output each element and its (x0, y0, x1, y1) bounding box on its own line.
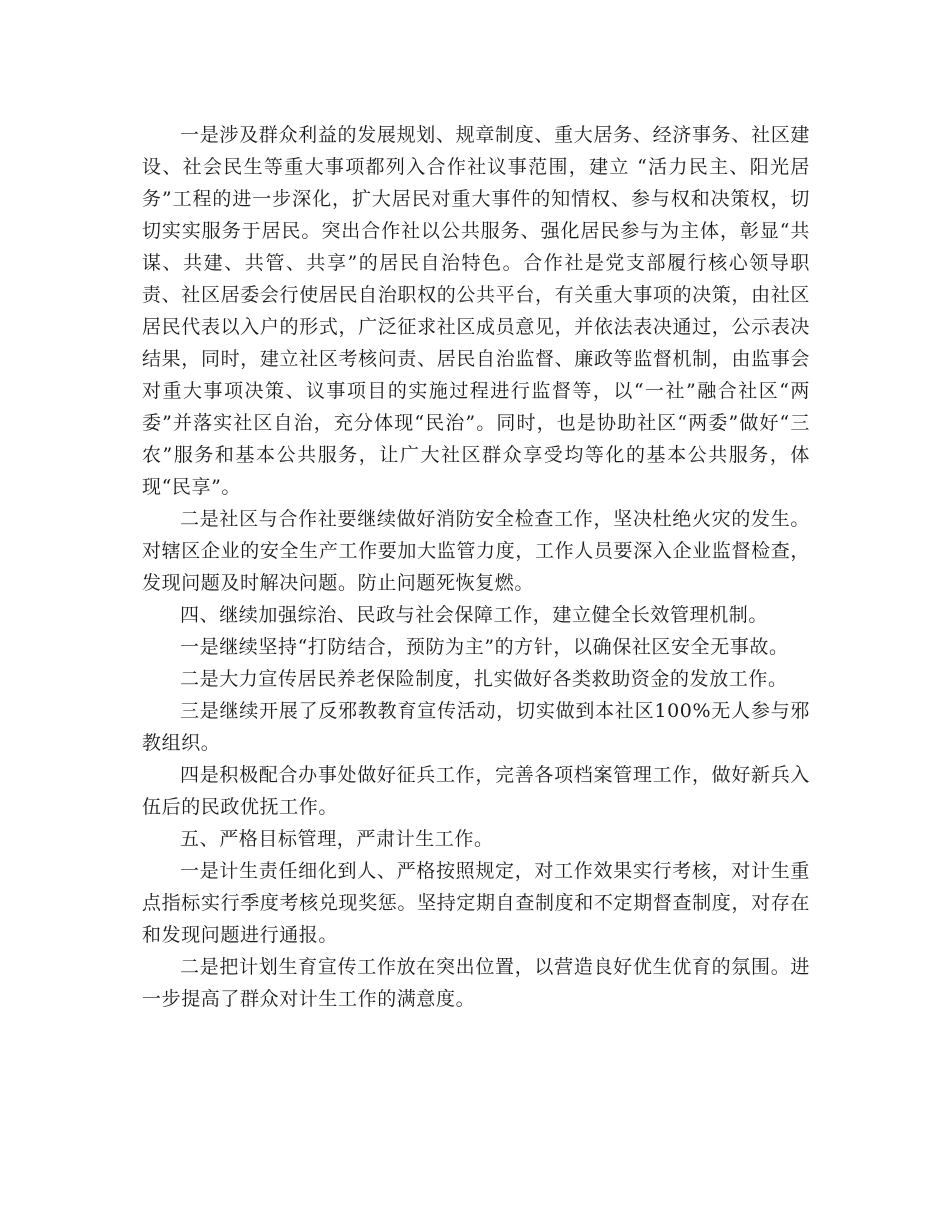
paragraph-7: 一是计生责任细化到人、严格按照规定，对工作效果实行考核，对计生重点指标实行季度考核兑现奖惩。坚持定期自查制度和不定期督查制度，对存在和发现问题进行通报。 (142, 860, 810, 946)
paragraph-4: 二是大力宣传居民养老保险制度，扎实做好各类救助资金的发放工作。 (180, 668, 788, 690)
paragraph-6: 四是积极配合办事处做好征兵工作，完善各项档案管理工作，做好新兵入伍后的民政优抚工作。 (142, 764, 810, 818)
paragraph-8: 二是把计划生育宣传工作放在突出位置，以营造良好优生优育的氛围。进一步提高了群众对计生工作的满意度。 (142, 956, 810, 1010)
paragraph-2: 二是社区与合作社要继续做好消防安全检查工作，坚决杜绝火灾的发生。对辖区企业的安全生产工作要加大监管力度，工作人员要深入企业监督检查，发现问题及时解决问题。防止问题死恢复燃。 (142, 508, 810, 594)
paragraph-3: 一是继续坚持“打防结合，预防为主”的方针，以确保社区安全无事故。 (180, 636, 789, 658)
paragraph-5: 三是继续开展了反邪教教育宣传活动，切实做到本社区100%无人参与邪教组织。 (142, 700, 810, 754)
section-heading-5: 五、严格目标管理，严肃计生工作。 (180, 828, 494, 850)
section-heading-4: 四、继续加强综治、民政与社会保障工作，建立健全长效管理机制。 (180, 604, 769, 626)
paragraph-1: 一是涉及群众利益的发展规划、规章制度、重大居务、经济事务、社区建设、社会民生等重大事项都列入合作社议事范围，建立 “活力民主、阳光居务”工程的进一步深化，扩大居民对重大事件的知情权、参与权和决策权，切切实实服务于居民。突出合作社以公共服务、强化居民参与为主体，彰显“共谋、共建、共管、共享”的居民自治特色。合作社是党支部履行核心领导职责、社区居委会行使居民自治职权的公共平台，有关重大事项的决策，由社区居民代表以入户的形式，广泛征求社区成员意见，并依法表决通过，公示表决结果，同时，建立社区考核问责、居民自治监督、廉政等监督机制，由监事会对重大事项决策、议事项目的实施过程进行监督等，以“一社”融合社区“两委”并落实社区自治，充分体现“民治”。同时，也是协助社区“两委”做好“三农”服务和基本公共服务，让广大社区群众享受均等化的基本公共服务，体现“民享”。 (142, 124, 810, 498)
document-body (142, 119, 810, 1015)
